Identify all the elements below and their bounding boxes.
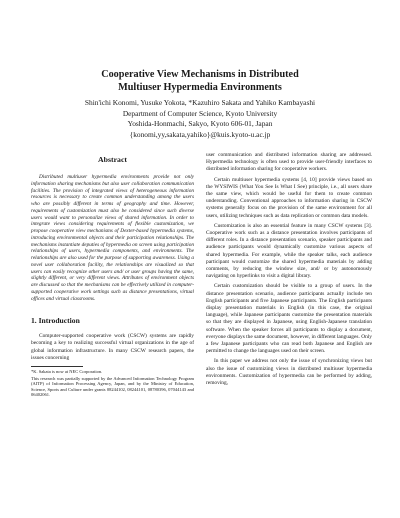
- title-line-2: Multiuser Hypermedia Environments: [118, 82, 282, 93]
- abstract-heading: Abstract: [97, 155, 127, 164]
- introduction-heading: 1. Introduction: [31, 316, 80, 326]
- author-department: Department of Computer Science, Kyoto University: [122, 108, 278, 118]
- author-address: Yoshida-Honmachi, Sakyo, Kyoto 606-01, Japan: [127, 119, 273, 129]
- body-paragraph: Certain customization should be visible to a group of users. In the distance presentation scenario, audience participants actually include ten English participants and five Japanese participants. The English participants display presentation materials in English (in this case, the original language), while Japanese participants customize the presentation materials so that they are displayed in Japanese, using English-Japanese translation software. When the speaker forces all participants to display a document, everyone displays the same document, however, in different languages. Only a few Japanese participants who can read both Japanese and English are permitted to change the languages used on their screen.: [206, 283, 372, 355]
- paper-title: [40, 68, 360, 94]
- right-column: [206, 152, 372, 387]
- body-paragraph: Certain multiuser hypermedia systems [4, 10] provide views based on the WYSIWIS (What You See Is What I See) principle, i.e., all users share the same view, which would be useful for them to create common understanding. Conventional approaches to information sharing in CSCW systems generally focus on the provision of the same environment for all users, utilizing techniques such as data replication or common data models.: [206, 176, 372, 219]
- body-paragraph: Customization is also an essential feature in many CSCW systems [3]. Cooperative work such as a distance presentation involves participants of different roles. In a distance presentation scenario, speaker participants and audience participants would dynamically customize various aspects of shared hypermedia. For example, while the speaker talks, each audience participant would customize the shared hypermedia materials by adding comments, by reducing the window size, and/ or by autonomously navigating on hyperlinks to visit a digital library.: [206, 222, 372, 280]
- author-names: Shin'ichi Konomi, Yusuke Yokota, *Kazuhiro Sakata and Yahiko Kambayashi: [84, 98, 316, 107]
- author-email: {konomi,yy,sakata,yahiko}@kuis.kyoto-u.ac.jp: [129, 129, 271, 139]
- abstract-text: Distributed multiuser hypermedia environments provide not only information sharing mechanisms but also user collaboration communication facilities. The provision of integrated views of heterogeneous information resources is necessary to create common understanding among the users who are possibly different in terms of geography and time. However, requirements of customization must also be considered since such diverse users would want to personalize views of shared information. In order to integrate views considering requirements of flexible customization, we propose cooperative view mechanisms of Dexter-based hypermedia systems, introducing environmental objects and their participation relationships. The mechanisms instantiate deputies of hypermedia on screen using participation relationships of users, hypermedia components, and environments. The relationships are also used for the purpose of supporting awareness. Using a novel user collaboration facility, the relationships are visualized so that users can easily recognize other users and/ or user groups having the same, slightly different, or very different views. Attributes of environment objects are discussed so that the mechanisms can be effectively utilized in computer-supported cooperative work settings such as distance presentations, virtual offices and virtual classrooms.: [31, 174, 194, 302]
- introduction-paragraph: Computer-supported cooperative work (CSCW) systems are rapidly becoming a key to realizing successful virtual organizations in the age of global information infrastructure. In many CSCW research papers, the issues concerning: [31, 333, 194, 361]
- body-paragraph: In this paper we address not only the issue of synchronizing views but also the issue of customizing views in distributed multiuser hypermedia environments. Customization of hypermedia can be performed by adding, removing,: [206, 358, 372, 387]
- body-paragraph: user communication and distributed information sharing are addressed. Hypermedia technology is often used to provide user-friendly interfaces to distributed information sharing for cooperative workers.: [206, 152, 372, 173]
- footnote-divider: [31, 366, 83, 367]
- footnote-affiliation: *K. Sakata is now at NEC Corporation.: [31, 369, 103, 375]
- author-block: [40, 98, 360, 140]
- title-line-1: Cooperative View Mechanisms in Distributed: [101, 69, 299, 80]
- footnote-support: This research was partially supported by the Advanced Information Technology Program (AITP) of Information Processing Agency, Japan, and by the Ministry of Education, Science, Sports and Culture under grants 08244102, 08244101, 08780396, 07044143 and 06402061.: [31, 375, 194, 398]
- left-column: [31, 152, 194, 398]
